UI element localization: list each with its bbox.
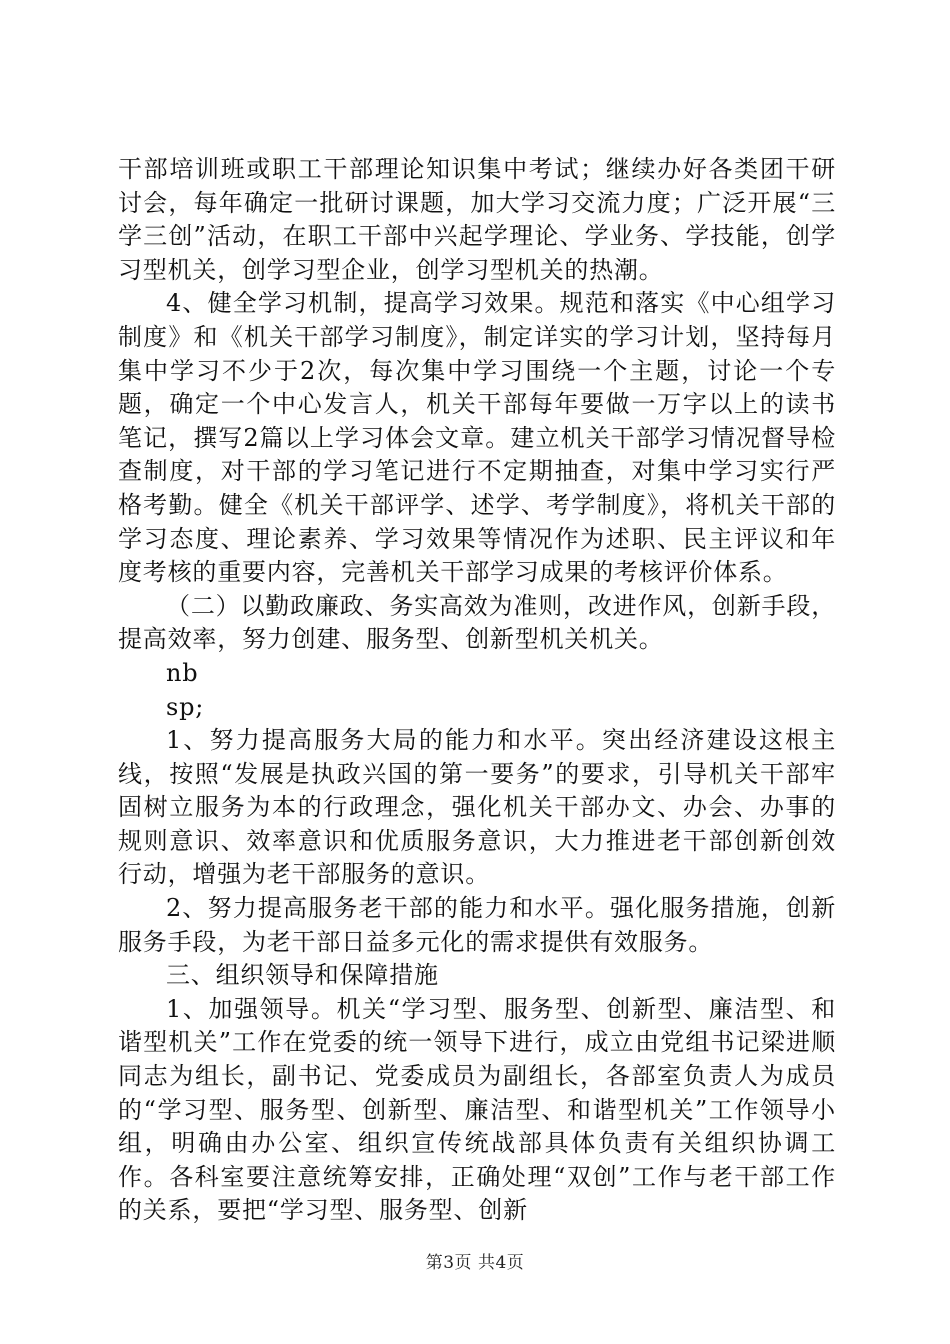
paragraph-strengthen-leadership: 1、加强领导。机关“学习型、服务型、创新型、廉洁型、和谐型机关”工作在党委的统一领导下进行，成立由党组书记梁进顺同志为组长，副书记、党委成员为副组长，各部室负责人为成员的“学习型、服务型、创新型、廉洁型、和谐型机关”工作领导小组，明确由办公室、组织宣传统战部具体负责有关组织协调工作。各科室要注意统筹安排，正确处理“双创”工作与老干部工作的关系，要把“学习型、服务型、创新 [118, 994, 836, 1225]
paragraph-section-two-heading: （二）以勤政廉政、务实高效为准则，改进作风，创新手段，提高效率，努力创建、服务型、创新型机关机关。 [118, 591, 836, 654]
paragraph-learning-mechanism: 4、健全学习机制，提高学习效果。规范和落实《中心组学习制度》和《机关干部学习制度》，制定详实的学习计划，坚持每月集中学习不少于2次，每次集中学习围绕一个主题，讨论一个专题，确定一个中心发言人，机关干部每年要做一万字以上的读书笔记，撰写2篇以上学习体会文章。建立机关干部学习情况督导检查制度，对干部的学习笔记进行不定期抽查，对集中学习实行严格考勤。健全《机关干部评学、述学、考学制度》，将机关干部的学习态度、理论素养、学习效果等情况作为述职、民主评议和年度考核的重要内容，完善机关干部学习成果的考核评价体系。 [118, 289, 836, 587]
paragraph-stray-nb: nb [166, 658, 199, 687]
paragraph-section-three-heading: 三、组织领导和保障措施 [166, 961, 439, 990]
paragraph-stray-sp: sp; [166, 692, 205, 721]
paragraph-serve-veterans: 2、努力提高服务老干部的能力和水平。强化服务措施，创新服务手段，为老干部日益多元化的需求提供有效服务。 [118, 894, 836, 956]
document-body [118, 153, 836, 1228]
page-footer: 第3页 共4页 [425, 1253, 525, 1273]
paragraph-serve-overall: 1、努力提高服务大局的能力和水平。突出经济建设这根主线，按照“发展是执政兴国的第一要务”的要求，引导机关干部牢固树立服务为本的行政理念，强化机关干部办文、办会、办事的规则意识、效率意识和优质服务意识，大力推进老干部创新创效行动，增强为老干部服务的意识。 [118, 726, 836, 889]
paragraph-continuation: 干部培训班或职工干部理论知识集中考试；继续办好各类团干研讨会，每年确定一批研讨课题，加大学习交流力度；广泛开展“三学三创”活动，在职工干部中兴起学理论、学业务、学技能，创学习型机关，创学习型企业，创学习型机关的热潮。 [118, 155, 836, 284]
